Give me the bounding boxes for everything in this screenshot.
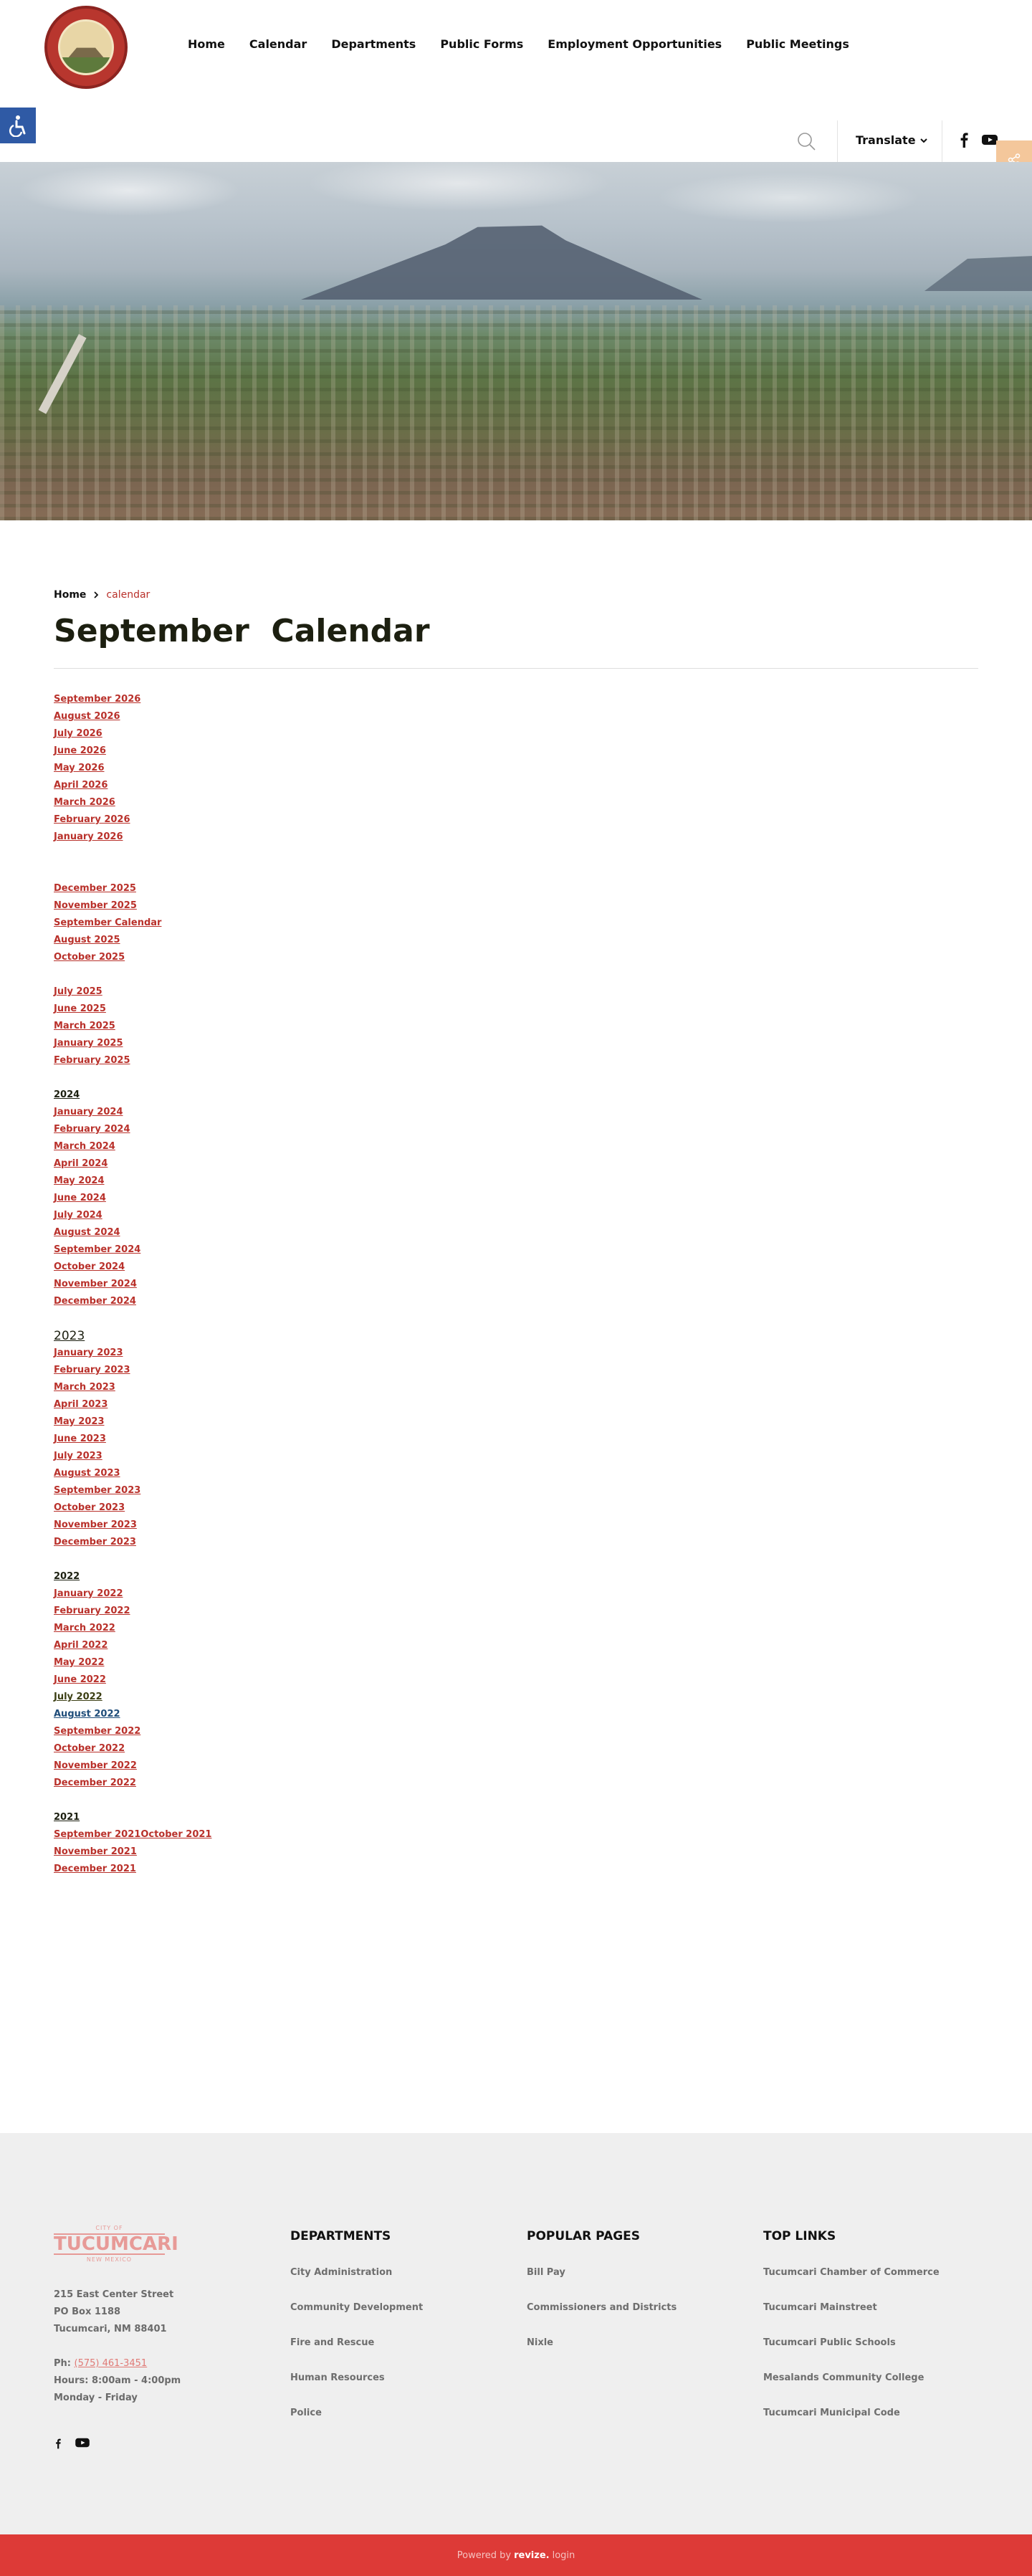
footer-logo-name: TUCUMCARI xyxy=(54,2233,178,2255)
nav-employment[interactable]: Employment Opportunities xyxy=(548,37,722,51)
calendar-link[interactable]: March 2026 xyxy=(54,797,115,808)
youtube-link[interactable] xyxy=(982,133,998,146)
accessibility-icon xyxy=(6,114,29,137)
footer-bottom-bar xyxy=(0,2534,1032,2576)
calendar-link[interactable]: October 2021 xyxy=(140,1829,212,1840)
footer-top-links xyxy=(763,2229,940,2435)
footer-link[interactable]: Nixle xyxy=(527,2337,553,2348)
calendar-link[interactable]: May 2023 xyxy=(54,1416,105,1427)
year-heading-2021[interactable]: 2021 xyxy=(54,1812,80,1823)
page-title: September Calendar xyxy=(54,613,430,649)
calendar-link[interactable]: August 2022 xyxy=(54,1709,120,1719)
calendar-link[interactable]: July 2022 xyxy=(54,1692,102,1702)
footer-link[interactable]: Mesalands Community College xyxy=(763,2372,924,2383)
year-heading-2023[interactable]: 2023 xyxy=(54,1329,85,1343)
calendar-link[interactable]: April 2023 xyxy=(54,1399,108,1410)
footer-link[interactable]: Tucumcari Municipal Code xyxy=(763,2408,900,2418)
spacer xyxy=(54,1792,484,1809)
phone-label: Ph: xyxy=(54,2358,71,2369)
translate-label: Translate xyxy=(856,133,916,147)
footer-link[interactable]: Community Development xyxy=(290,2302,424,2313)
login-link[interactable]: login xyxy=(552,2549,575,2561)
calendar-link[interactable]: May 2024 xyxy=(54,1175,105,1186)
calendar-link[interactable]: January 2025 xyxy=(54,1038,123,1049)
calendar-link[interactable]: June 2024 xyxy=(54,1193,106,1203)
calendar-link[interactable]: September 2023 xyxy=(54,1485,141,1496)
footer-link[interactable]: Tucumcari Mainstreet xyxy=(763,2302,877,2313)
nav-home[interactable]: Home xyxy=(188,37,225,51)
calendar-link[interactable]: November 2021 xyxy=(54,1846,137,1857)
chevron-down-icon xyxy=(920,138,927,143)
spacer xyxy=(54,1069,484,1087)
facebook-icon xyxy=(54,2437,62,2450)
calendar-link[interactable]: May 2022 xyxy=(54,1657,105,1668)
footer-hours: Hours: 8:00am - 4:00pm xyxy=(54,2375,181,2386)
calendar-link[interactable]: January 2023 xyxy=(54,1347,123,1358)
facebook-icon xyxy=(957,132,970,148)
calendar-link[interactable]: June 2025 xyxy=(54,1003,106,1014)
footer-link[interactable]: Tucumcari Public Schools xyxy=(763,2337,896,2348)
calendar-link[interactable]: July 2024 xyxy=(54,1210,102,1221)
youtube-icon xyxy=(982,133,998,146)
site-footer xyxy=(0,2133,1032,2534)
powered-by-text: Powered by xyxy=(457,2549,512,2561)
hero-image-tucumcari-mountain xyxy=(0,162,1032,520)
address-line: 215 East Center Street xyxy=(54,2289,174,2300)
calendar-link[interactable]: July 2025 xyxy=(54,986,102,997)
calendar-link[interactable]: February 2024 xyxy=(54,1124,130,1135)
calendar-link[interactable]: October 2022 xyxy=(54,1743,125,1754)
nav-calendar[interactable]: Calendar xyxy=(249,37,307,51)
footer-link[interactable]: Police xyxy=(290,2408,322,2418)
year-heading-2024[interactable]: 2024 xyxy=(54,1089,80,1100)
breadcrumb-home[interactable]: Home xyxy=(54,589,87,601)
search-icon xyxy=(796,130,817,152)
facebook-link[interactable] xyxy=(957,132,970,148)
footer-social xyxy=(54,2437,90,2453)
footer-logo[interactable] xyxy=(54,2225,178,2263)
city-seal-logo[interactable] xyxy=(44,6,128,89)
calendar-link[interactable]: June 2023 xyxy=(54,1434,106,1444)
seal-image xyxy=(58,19,114,75)
spacer xyxy=(54,1551,484,1568)
footer-days: Monday - Friday xyxy=(54,2393,138,2403)
hero-mesa-distant xyxy=(924,248,1032,291)
spacer xyxy=(54,966,484,983)
chevron-right-icon xyxy=(93,591,99,598)
calendar-link[interactable]: March 2022 xyxy=(54,1623,115,1633)
year-heading-2022[interactable]: 2022 xyxy=(54,1571,80,1582)
calendar-link[interactable]: July 2023 xyxy=(54,1451,102,1461)
translate-dropdown[interactable] xyxy=(856,133,927,147)
calendar-link[interactable]: January 2024 xyxy=(54,1107,123,1117)
nav-public-forms[interactable]: Public Forms xyxy=(440,37,524,51)
calendar-link[interactable]: November 2022 xyxy=(54,1760,137,1771)
footer-phone xyxy=(54,2355,181,2372)
calendar-link[interactable]: November 2025 xyxy=(54,900,137,911)
phone-link[interactable]: (575) 461-3451 xyxy=(74,2358,148,2369)
calendar-link[interactable]: October 2024 xyxy=(54,1261,125,1272)
calendar-link[interactable]: August 2026 xyxy=(54,711,120,722)
footer-link[interactable]: Commissioners and Districts xyxy=(527,2302,677,2313)
title-divider xyxy=(54,668,978,669)
footer-youtube-link[interactable] xyxy=(75,2437,90,2453)
calendar-link[interactable]: December 2023 xyxy=(54,1537,136,1547)
footer-departments xyxy=(290,2229,423,2435)
calendar-link[interactable]: March 2023 xyxy=(54,1382,115,1393)
header-divider xyxy=(837,120,838,162)
calendar-link[interactable]: August 2025 xyxy=(54,935,120,945)
calendar-link[interactable]: May 2026 xyxy=(54,763,105,773)
main-nav xyxy=(188,37,849,51)
calendar-inline-links xyxy=(54,1826,484,1843)
calendar-link[interactable]: October 2025 xyxy=(54,952,125,963)
footer-logo-top: CITY OF xyxy=(95,2225,123,2231)
footer-link[interactable]: Bill Pay xyxy=(527,2267,565,2278)
calendar-link[interactable]: January 2026 xyxy=(54,831,123,842)
calendar-link[interactable]: September 2024 xyxy=(54,1244,141,1255)
calendar-link[interactable]: September 2022 xyxy=(54,1726,141,1737)
calendar-link[interactable]: October 2023 xyxy=(54,1502,125,1513)
spacer xyxy=(54,1310,484,1327)
hero-town xyxy=(0,305,1032,520)
footer-heading: DEPARTMENTS xyxy=(290,2229,391,2243)
youtube-icon xyxy=(75,2437,90,2448)
calendar-link[interactable]: February 2022 xyxy=(54,1606,130,1616)
calendar-link[interactable]: March 2024 xyxy=(54,1141,115,1152)
calendar-link[interactable]: December 2021 xyxy=(54,1864,136,1874)
footer-logo-bottom: NEW MEXICO xyxy=(86,2256,133,2263)
calendar-link[interactable]: August 2024 xyxy=(54,1227,120,1238)
calendar-link[interactable]: February 2025 xyxy=(54,1055,130,1066)
calendar-link[interactable]: February 2026 xyxy=(54,814,130,825)
calendar-link[interactable]: June 2022 xyxy=(54,1674,106,1685)
calendar-link[interactable]: April 2024 xyxy=(54,1158,108,1169)
calendar-link[interactable]: March 2025 xyxy=(54,1021,115,1031)
calendar-link[interactable]: August 2023 xyxy=(54,1468,120,1479)
nav-public-meetings[interactable]: Public Meetings xyxy=(746,37,849,51)
revize-brand[interactable]: revize. xyxy=(514,2549,550,2561)
calendar-link[interactable]: June 2026 xyxy=(54,745,106,756)
site-header xyxy=(0,0,1032,162)
footer-link[interactable]: City Administration xyxy=(290,2267,393,2278)
footer-heading: POPULAR PAGES xyxy=(527,2229,641,2243)
calendar-link[interactable]: April 2026 xyxy=(54,780,108,791)
calendar-link[interactable]: November 2023 xyxy=(54,1520,137,1530)
calendar-archive-list xyxy=(54,691,484,1878)
nav-departments[interactable]: Departments xyxy=(331,37,416,51)
breadcrumb-current: calendar xyxy=(106,589,150,601)
calendar-link[interactable]: July 2026 xyxy=(54,728,102,739)
calendar-link[interactable]: April 2022 xyxy=(54,1640,108,1651)
calendar-link[interactable]: September Calendar xyxy=(54,917,162,928)
calendar-link[interactable]: February 2023 xyxy=(54,1365,130,1375)
calendar-link[interactable]: September 2026 xyxy=(54,694,141,705)
calendar-link[interactable]: December 2022 xyxy=(54,1778,136,1788)
spacer xyxy=(54,846,484,880)
footer-facebook-link[interactable] xyxy=(54,2437,62,2453)
footer-link[interactable]: Fire and Rescue xyxy=(290,2337,375,2348)
footer-address xyxy=(54,2286,181,2407)
footer-heading: TOP LINKS xyxy=(763,2229,836,2243)
calendar-link[interactable]: December 2024 xyxy=(54,1296,136,1307)
search-button[interactable] xyxy=(796,130,817,152)
address-line: Tucumcari, NM 88401 xyxy=(54,2324,167,2334)
footer-popular-pages xyxy=(527,2229,677,2365)
calendar-link[interactable]: January 2022 xyxy=(54,1588,123,1599)
spacer xyxy=(54,2338,181,2355)
calendar-link[interactable]: November 2024 xyxy=(54,1279,137,1289)
calendar-link[interactable]: December 2025 xyxy=(54,883,136,894)
footer-link[interactable]: Tucumcari Chamber of Commerce xyxy=(763,2267,940,2278)
breadcrumb xyxy=(54,589,150,601)
footer-link[interactable]: Human Resources xyxy=(290,2372,385,2383)
address-line: PO Box 1188 xyxy=(54,2307,121,2317)
accessibility-button[interactable] xyxy=(0,108,36,143)
calendar-link[interactable]: September 2021 xyxy=(54,1829,141,1840)
